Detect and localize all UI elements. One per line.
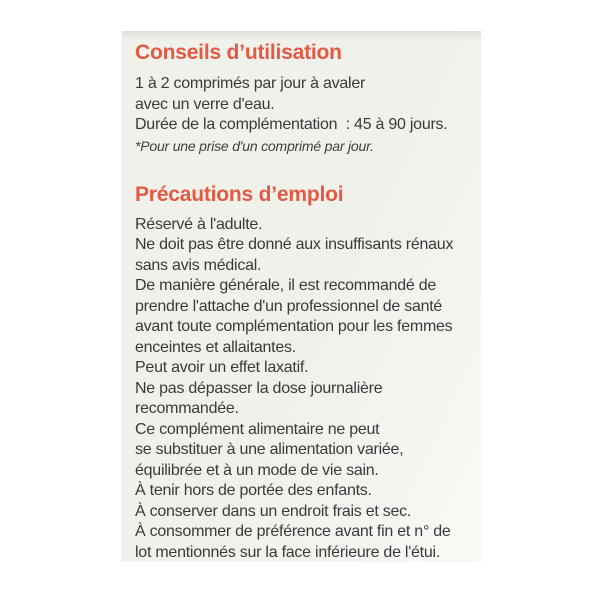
- precautions-line: lot mentionnés sur la face inférieure de l'étui.: [135, 543, 441, 561]
- precautions-line: De manière générale, il est recommandé de: [135, 277, 437, 294]
- precautions-line: Peut avoir un effet laxatif.: [135, 359, 309, 376]
- precautions-line: Ne doit pas être donné aux insuffisants rénaux: [135, 236, 454, 253]
- precautions-line: sans avis médical.: [135, 256, 262, 274]
- precautions-line: se substituer à une alimentation variée,: [135, 441, 404, 458]
- precautions-section: [135, 182, 473, 564]
- precautions-line: recommandée.: [135, 400, 239, 417]
- precautions-line: équilibrée et à un mode de vie sain.: [135, 461, 379, 479]
- usage-section-title: Conseils d’utilisation: [135, 41, 342, 64]
- precautions-section-title: Précautions d’emploi: [135, 182, 344, 206]
- precautions-line: prendre l'attache d'un professionnel de santé: [135, 297, 443, 315]
- precautions-line: Réservé à l'adulte.: [135, 215, 263, 233]
- usage-line: 1 à 2 comprimés par jour à avaler: [135, 75, 366, 92]
- usage-line: avec un verre d'eau.: [135, 95, 275, 113]
- usage-footnote: *Pour une prise d'un comprimé par jour.: [135, 137, 374, 154]
- precautions-line: À tenir hors de portée des enfants.: [135, 482, 372, 499]
- precautions-line: Ne pas dépasser la dose journalière: [135, 379, 383, 397]
- precautions-line: Ce complément alimentaire ne peut: [135, 420, 380, 438]
- precautions-line: À conserver dans un endroit frais et sec.: [135, 502, 412, 520]
- usage-section: [135, 40, 473, 156]
- precautions-line: enceintes et allaitantes.: [135, 338, 296, 356]
- usage-line: Durée de la complémentation : 45 à 90 jours.: [135, 116, 448, 133]
- package-panel: [122, 31, 481, 561]
- precautions-line: avant toute complémentation pour les femmes: [135, 318, 453, 335]
- precautions-line: À consommer de préférence avant fin et n° de: [135, 523, 451, 540]
